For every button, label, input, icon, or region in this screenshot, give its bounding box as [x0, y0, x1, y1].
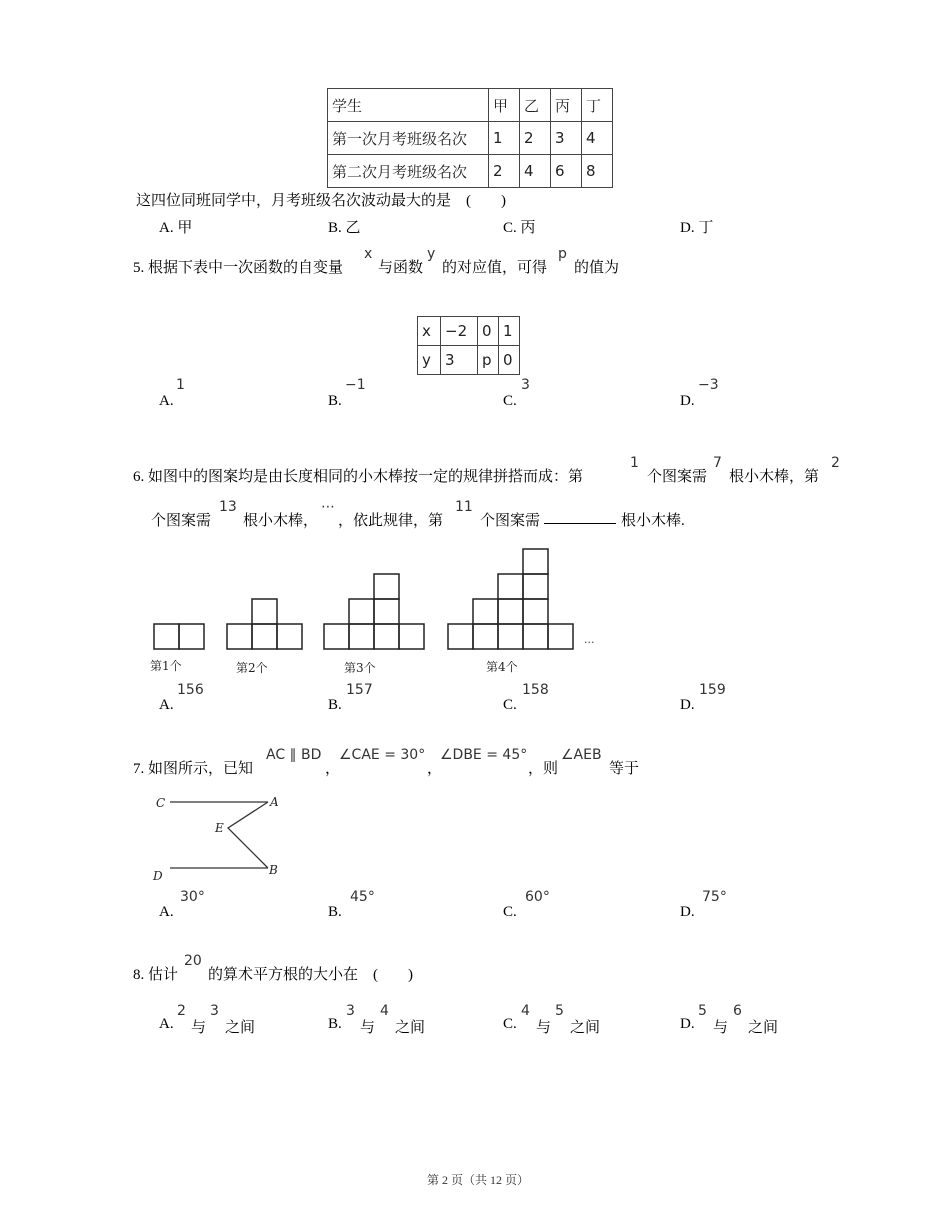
- table-cell: 1: [489, 122, 520, 155]
- q7-option-c-value: 60°: [525, 889, 550, 905]
- q5-var-p: p: [558, 246, 567, 262]
- parallel-lines-figure: [148, 792, 298, 887]
- q8-option-c-num1: 4: [521, 1003, 530, 1019]
- q6-number: 7: [713, 455, 722, 471]
- q8-text: 的算术平方根的大小在 ( ): [208, 967, 413, 983]
- q6-option-c-label: C.: [503, 697, 517, 713]
- q7-option-a-value: 30°: [180, 889, 205, 905]
- q7-math: ∠AEB: [561, 747, 602, 763]
- point-d-label: D: [153, 869, 163, 883]
- stick-pattern-figure: [145, 542, 615, 682]
- q6-option-a-value: 156: [177, 682, 204, 698]
- point-e-label: E: [215, 821, 224, 835]
- q7-option-b-value: 45°: [350, 889, 375, 905]
- q5-var-y: y: [427, 246, 436, 262]
- q8-option-a-text: 与: [191, 1020, 207, 1036]
- q7-option-a-label: A.: [159, 904, 174, 920]
- table-header-cell: 乙: [520, 89, 551, 122]
- q8-text: 8. 估计: [133, 967, 179, 983]
- q6-text: 6. 如图中的图案均是由长度相同的小木棒按一定的规律拼搭而成：第: [133, 469, 584, 485]
- q7-text: ，: [325, 761, 341, 777]
- q8-option-d-label: D.: [680, 1016, 695, 1032]
- q8-option-a-text: 之间: [225, 1020, 256, 1036]
- table-cell: 4: [582, 122, 613, 155]
- table-cell: 0: [499, 346, 520, 375]
- q8-option-b-text: 与: [360, 1020, 376, 1036]
- pattern-label-1: 第1个: [150, 659, 182, 673]
- q7-text: ，则: [528, 761, 559, 777]
- q7-option-d-label: D.: [680, 904, 695, 920]
- q5-text: 与函数: [378, 260, 424, 276]
- q5-text: 的对应值，可得: [442, 260, 548, 276]
- q5-value-table: [417, 316, 520, 375]
- q5-text: 5. 根据下表中一次函数的自变量: [133, 260, 344, 276]
- answer-blank: [544, 509, 616, 529]
- q8-option-c-text: 与: [536, 1020, 552, 1036]
- q4-option-d: D. 丁: [680, 220, 714, 236]
- q6-option-c-value: 158: [522, 682, 549, 698]
- table-cell: 2: [489, 155, 520, 188]
- q7-option-d-value: 75°: [702, 889, 727, 905]
- q8-number: 20: [184, 953, 202, 969]
- q6-option-d-label: D.: [680, 697, 695, 713]
- q6-number: 11: [455, 499, 473, 515]
- table-header-cell: 学生: [328, 89, 489, 122]
- table-cell: 2: [520, 122, 551, 155]
- q6-number: 1: [630, 455, 639, 471]
- q8-option-b-text: 之间: [395, 1020, 426, 1036]
- q8-option-b-num1: 3: [346, 1003, 355, 1019]
- table-cell: 3: [551, 122, 582, 155]
- q6-text: 根小木棒，: [243, 513, 319, 529]
- table-cell: 3: [441, 346, 478, 375]
- pattern-ellipsis: ...: [584, 633, 595, 646]
- q6-text: 根小木棒.: [621, 513, 685, 529]
- q4-option-b: B. 乙: [328, 220, 361, 236]
- q5-text: 的值为: [574, 260, 620, 276]
- pattern-label-3: 第3个: [344, 661, 376, 675]
- q6-option-d-value: 159: [699, 682, 726, 698]
- q5-option-a-value: 1: [176, 377, 185, 393]
- q6-text: 根小木棒，第: [729, 469, 820, 485]
- q7-text: ，: [427, 761, 443, 777]
- table-header-cell: 丁: [582, 89, 613, 122]
- q8-option-c-label: C.: [503, 1016, 517, 1032]
- q7-option-b-label: B.: [328, 904, 342, 920]
- q6-text: 个图案需: [151, 513, 212, 529]
- table-cell: −2: [441, 317, 478, 346]
- q6-text: 个图案需: [480, 513, 541, 529]
- q6-option-b-value: 157: [346, 682, 373, 698]
- pattern-label-4: 第4个: [486, 660, 518, 674]
- q5-var-x: x: [364, 246, 373, 262]
- q6-number: 13: [219, 499, 237, 515]
- point-a-label: A: [270, 795, 279, 809]
- q8-option-b-num2: 4: [380, 1003, 389, 1019]
- table-cell: p: [478, 346, 499, 375]
- table-cell: 4: [520, 155, 551, 188]
- q7-math: AC ∥ BD: [266, 747, 322, 763]
- q5-option-d-label: D.: [680, 393, 695, 409]
- table-cell: 1: [499, 317, 520, 346]
- q8-option-c-text: 之间: [570, 1020, 601, 1036]
- q5-option-c-label: C.: [503, 393, 517, 409]
- q5-option-d-value: −3: [698, 377, 719, 393]
- table-cell: 8: [582, 155, 613, 188]
- table-cell: 第一次月考班级名次: [328, 122, 489, 155]
- q7-math: ∠CAE = 30°: [339, 747, 426, 763]
- q4-option-c: C. 丙: [503, 220, 536, 236]
- q6-text: 个图案需: [647, 469, 708, 485]
- q4-stem: 这四位同班同学中，月考班级名次波动最大的是 ( ): [136, 193, 506, 209]
- table-cell: x: [418, 317, 441, 346]
- table-header-cell: 丙: [551, 89, 582, 122]
- q6-number: ⋯: [321, 499, 335, 515]
- q6-text: ，依此规律，第: [338, 513, 444, 529]
- q7-math: ∠DBE = 45°: [440, 747, 528, 763]
- q6-option-b-label: B.: [328, 697, 342, 713]
- q8-option-b-label: B.: [328, 1016, 342, 1032]
- q8-option-d-text: 之间: [748, 1020, 779, 1036]
- q8-option-c-num2: 5: [555, 1003, 564, 1019]
- point-b-label: B: [269, 863, 278, 877]
- rank-table: [327, 88, 613, 188]
- q8-option-d-text: 与: [713, 1020, 729, 1036]
- table-cell: y: [418, 346, 441, 375]
- q5-option-a-label: A.: [159, 393, 174, 409]
- q8-option-d-num2: 6: [733, 1003, 742, 1019]
- q6-option-a-label: A.: [159, 697, 174, 713]
- q8-option-a-num2: 3: [210, 1003, 219, 1019]
- q7-text: 等于: [609, 761, 640, 777]
- q8-option-a-label: A.: [159, 1016, 174, 1032]
- q7-text: 7. 如图所示，已知: [133, 761, 254, 777]
- table-cell: 0: [478, 317, 499, 346]
- q8-option-a-num1: 2: [177, 1003, 186, 1019]
- point-c-label: C: [156, 796, 166, 810]
- pattern-label-2: 第2个: [236, 661, 268, 675]
- q5-option-b-label: B.: [328, 393, 342, 409]
- table-header-cell: 甲: [489, 89, 520, 122]
- q8-option-d-num1: 5: [698, 1003, 707, 1019]
- q5-option-b-value: −1: [345, 377, 366, 393]
- q6-number: 2: [831, 455, 840, 471]
- q7-option-c-label: C.: [503, 904, 517, 920]
- q5-option-c-value: 3: [521, 377, 530, 393]
- table-cell: 第二次月考班级名次: [328, 155, 489, 188]
- page-footer: 第 2 页（共 12 页）: [427, 1173, 530, 1187]
- q4-option-a: A. 甲: [159, 220, 193, 236]
- table-cell: 6: [551, 155, 582, 188]
